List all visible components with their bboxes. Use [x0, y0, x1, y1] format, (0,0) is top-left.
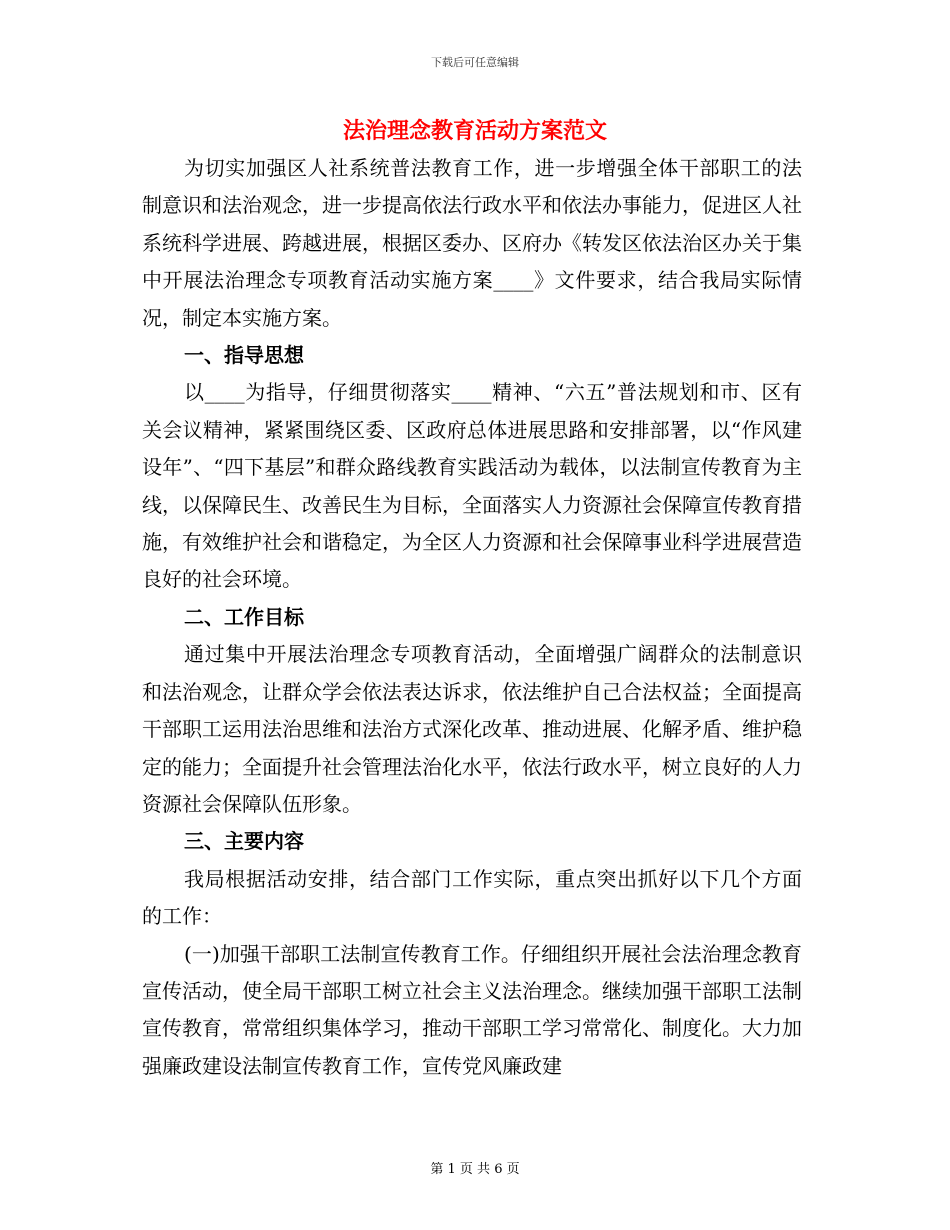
page-number: 第 1 页 共 6 页	[430, 1162, 520, 1177]
section-heading-main-content: 三、主要内容	[184, 829, 304, 854]
section-paragraph: 通过集中开展法治理念专项教育活动，全面增强广阔群众的法制意识和法治观念，让群众学会依法表达诉求，依法维护自己合法权益；全面提高干部职工运用法治思维和法治方式深化改革、推动进展、化解矛盾、维护稳定的能力；全面提升社会管理法治化水平，依法行政水平，树立良好的人力资源社会保障队伍形象。	[142, 642, 802, 816]
section-heading-guiding-ideology: 一、指导思想	[184, 343, 304, 368]
section-paragraph: 以____为指导，仔细贯彻落实____精神、“六五”普法规划和市、区有关会议精神，紧紧围绕区委、区政府总体进展思路和安排部署，以“作风建设年”、“四下基层”和群众路线教育实践活动为载体，以法制宣传教育为主线，以保障民生、改善民生为目标，全面落实人力资源社会保障宣传教育措施，有效维护社会和谐稳定，为全区人力资源和社会保障事业科学进展营造良好的社会环境。	[142, 380, 802, 592]
intro-paragraph: 为切实加强区人社系统普法教育工作，进一步增强全体干部职工的法制意识和法治观念，进一步提高依法行政水平和依法办事能力，促进区人社系统科学进展、跨越进展，根据区委办、区府办《转发区依法治区办关于集中开展法治理念专项教育活动实施方案____》文件要求，结合我局实际情况，制定本实施方案。	[142, 156, 802, 330]
header-note: 下载后可任意编辑	[431, 56, 519, 69]
document-body	[142, 150, 802, 1085]
section-paragraph: (一)加强干部职工法制宣传教育工作。仔细组织开展社会法治理念教育宣传活动，使全局干部职工树立社会主义法治理念。继续加强干部职工法制宣传教育，常常组织集体学习，推动干部职工学习常常化、制度化。大力加强廉政建设法制宣传教育工作，宣传党风廉政建	[142, 941, 802, 1078]
document-title: 法治理念教育活动方案范文	[342, 119, 607, 144]
section-heading-work-goals: 二、工作目标	[184, 604, 304, 629]
section-paragraph: 我局根据活动安排，结合部门工作实际，重点突出抓好以下几个方面的工作：	[142, 866, 802, 929]
